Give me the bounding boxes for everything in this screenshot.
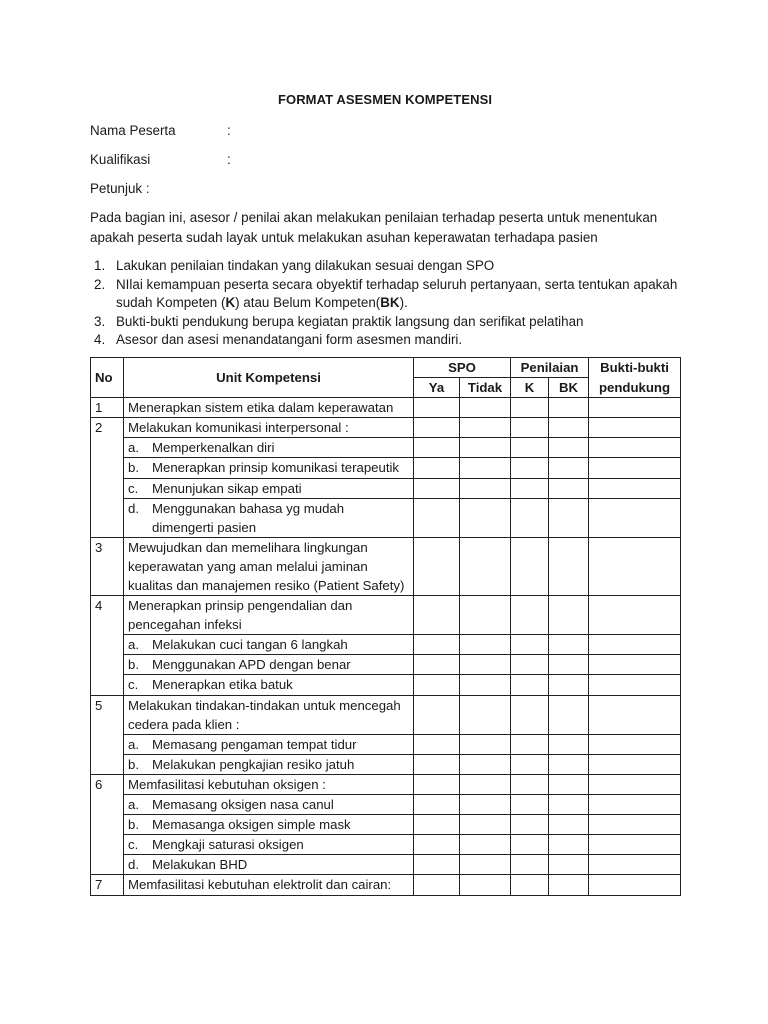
bukti-cell[interactable] [589,596,681,635]
unit-text: Mewujudkan dan memelihara lingkungan keperawatan yang aman melalui jaminan kualitas dan manajemen resiko (Patient Safety) [128,539,405,593]
instruction-number: 4. [94,332,106,348]
tidak-cell[interactable] [460,774,511,794]
field-nama-peserta [90,122,680,139]
unit-kompetensi-cell [124,438,414,458]
header-no: No [91,357,124,397]
k-cell[interactable] [511,498,549,537]
bk-cell[interactable] [549,418,589,438]
table-row [91,695,681,734]
k-cell[interactable] [511,438,549,458]
unit-kompetensi-cell [124,596,414,635]
bk-cell[interactable] [549,695,589,734]
sub-item-text: Memasang oksigen nasa canul [152,797,334,813]
bk-cell[interactable] [549,635,589,655]
sub-item [128,458,409,477]
instruction-item [90,257,680,276]
assessment-table [90,357,681,896]
sub-item-text: Memasang pengaman tempat tidur [152,736,357,752]
tidak-cell[interactable] [460,438,511,458]
k-cell[interactable] [511,795,549,815]
table-row [91,498,681,537]
bukti-cell[interactable] [589,655,681,675]
k-cell[interactable] [511,695,549,734]
k-cell[interactable] [511,815,549,835]
k-cell[interactable] [511,774,549,794]
bk-cell[interactable] [549,855,589,875]
sub-item-letter: a. [128,797,139,813]
ya-cell[interactable] [414,774,460,794]
sub-item-letter: b. [128,460,139,476]
bk-cell[interactable] [549,815,589,835]
instruction-item [90,276,680,313]
ya-cell[interactable] [414,438,460,458]
unit-kompetensi-cell [124,855,414,875]
field-label: Kualifikasi [90,152,151,167]
sub-item [128,635,409,654]
unit-kompetensi-cell [124,875,414,895]
ya-cell[interactable] [414,537,460,595]
header-bukti-pendukung: Bukti-bukti pendukung [589,357,681,397]
tidak-cell[interactable] [460,537,511,595]
k-cell[interactable] [511,754,549,774]
bukti-cell[interactable] [589,537,681,595]
tidak-cell[interactable] [460,398,511,418]
table-row [91,875,681,895]
ya-cell[interactable] [414,815,460,835]
instruction-text-post: ). [399,295,408,311]
document-page [90,92,680,896]
unit-text: Melakukan tindakan-tindakan untuk mencegah cedera pada klien : [128,697,401,732]
instruction-number: 1. [94,258,106,273]
bukti-cell[interactable] [589,795,681,815]
table-row [91,855,681,875]
unit-kompetensi-cell [124,734,414,754]
ya-cell[interactable] [414,795,460,815]
tidak-cell[interactable] [460,458,511,478]
ya-cell[interactable] [414,875,460,895]
bukti-cell[interactable] [589,478,681,498]
sub-item [128,815,409,834]
row-number: 3 [91,537,124,595]
bukti-cell[interactable] [589,498,681,537]
sub-item [128,855,409,874]
unit-kompetensi-cell [124,478,414,498]
ya-cell[interactable] [414,655,460,675]
instruction-text: Bukti-bukti pendukung berupa kegiatan praktik langsung dan serifikat pelatihan [116,313,584,329]
sub-item-letter: c. [128,677,139,693]
tidak-cell[interactable] [460,635,511,655]
unit-kompetensi-cell [124,815,414,835]
sub-item-text: Memperkenalkan diri [152,440,275,456]
table-row [91,596,681,635]
bk-cell[interactable] [549,398,589,418]
table-body [91,398,681,895]
sub-item-letter: b. [128,657,139,673]
bukti-cell[interactable] [589,458,681,478]
unit-kompetensi-cell [124,774,414,794]
table-row [91,537,681,595]
row-number: 5 [91,695,124,774]
sub-item-text: Menggunakan bahasa yg mudah dimengerti pasien [152,500,345,535]
sub-item [128,479,409,498]
ya-cell[interactable] [414,596,460,635]
table-row [91,734,681,754]
sub-item [128,735,409,754]
table-row [91,418,681,438]
unit-kompetensi-cell [124,398,414,418]
bukti-cell[interactable] [589,855,681,875]
ya-cell[interactable] [414,398,460,418]
tidak-cell[interactable] [460,596,511,635]
bk-cell[interactable] [549,734,589,754]
bk-cell[interactable] [549,835,589,855]
sub-item-letter: a. [128,736,139,752]
unit-text: Menerapkan sistem etika dalam keperawatan [128,400,394,416]
k-cell[interactable] [511,855,549,875]
ya-cell[interactable] [414,635,460,655]
bk-cell[interactable] [549,478,589,498]
bk-cell[interactable] [549,596,589,635]
k-cell[interactable] [511,537,549,595]
bk-cell[interactable] [549,774,589,794]
tidak-cell[interactable] [460,498,511,537]
field-label: Nama Peserta [90,123,176,138]
bk-cell[interactable] [549,458,589,478]
header-unit-kompetensi: Unit Kompetensi [124,357,414,397]
unit-text: Memfasilitasi kebutuhan oksigen : [128,776,326,792]
sub-item-text: Menggunakan APD dengan benar [152,657,351,673]
ya-cell[interactable] [414,458,460,478]
sub-item-letter: a. [128,637,139,653]
instruction-text: Asesor dan asesi menandatangani form asesmen mandiri. [116,332,463,348]
k-cell[interactable] [511,835,549,855]
unit-text: Memfasilitasi kebutuhan elektrolit dan cairan: [128,877,392,893]
table-row [91,815,681,835]
instruction-item [90,313,680,332]
unit-kompetensi-cell [124,418,414,438]
kompeten-code: K [225,295,236,311]
bk-cell[interactable] [549,754,589,774]
bukti-cell[interactable] [589,438,681,458]
instruction-number: 3. [94,313,106,329]
k-cell[interactable] [511,478,549,498]
bukti-cell[interactable] [589,734,681,754]
bk-cell[interactable] [549,795,589,815]
table-row [91,398,681,418]
row-number: 7 [91,875,124,895]
sub-item-letter: c. [128,480,139,496]
unit-kompetensi-cell [124,795,414,815]
k-cell[interactable] [511,734,549,754]
belum-kompeten-code: BK [380,295,400,311]
bukti-cell[interactable] [589,418,681,438]
sub-item-letter: b. [128,817,139,833]
field-colon: : [227,152,231,167]
table-row [91,458,681,478]
ya-cell[interactable] [414,754,460,774]
k-cell[interactable] [511,418,549,438]
header-spo: SPO [414,357,511,377]
unit-kompetensi-cell [124,695,414,734]
row-number: 2 [91,418,124,538]
ya-cell[interactable] [414,855,460,875]
unit-kompetensi-cell [124,537,414,595]
k-cell[interactable] [511,655,549,675]
sub-item [128,438,409,457]
sub-item-letter: d. [128,857,139,873]
sub-item-text: Melakukan BHD [152,857,248,873]
sub-item [128,655,409,674]
sub-item [128,835,409,854]
unit-text: Menerapkan prinsip pengendalian dan pencegahan infeksi [128,598,353,633]
table-row [91,774,681,794]
sub-item-text: Memasanga oksigen simple mask [152,817,351,833]
bk-cell[interactable] [549,675,589,695]
sub-item-letter: d. [128,500,139,516]
field-kualifikasi [90,151,680,168]
tidak-cell[interactable] [460,478,511,498]
header-tidak: Tidak [460,378,511,398]
instruction-number: 2. [94,276,106,292]
tidak-cell[interactable] [460,675,511,695]
unit-kompetensi-cell [124,675,414,695]
row-number: 4 [91,596,124,695]
bk-cell[interactable] [549,655,589,675]
bukti-cell[interactable] [589,875,681,895]
bukti-cell[interactable] [589,835,681,855]
sub-item-text: Menunjukan sikap empati [152,480,302,496]
bukti-cell[interactable] [589,635,681,655]
bukti-cell[interactable] [589,774,681,794]
k-cell[interactable] [511,458,549,478]
unit-kompetensi-cell [124,835,414,855]
unit-kompetensi-cell [124,458,414,478]
table-row [91,675,681,695]
instruction-text-pre: NIlai kemampuan peserta secara obyektif terhadap seluruh pertanyaan, serta tentukan apakah sudah Kompeten ( [116,276,678,311]
sub-item [128,675,409,694]
bk-cell[interactable] [549,498,589,537]
tidak-cell[interactable] [460,695,511,734]
table-row [91,635,681,655]
bukti-cell[interactable] [589,398,681,418]
row-number: 1 [91,398,124,418]
sub-item [128,499,409,537]
header-penilaian: Penilaian [511,357,589,377]
tidak-cell[interactable] [460,754,511,774]
sub-item-letter: a. [128,440,139,456]
field-colon: : [227,123,231,138]
instruction-text-mid: ) atau Belum Kompeten( [235,295,381,311]
table-row [91,835,681,855]
unit-kompetensi-cell [124,498,414,537]
ya-cell[interactable] [414,695,460,734]
sub-item [128,755,409,774]
tidak-cell[interactable] [460,655,511,675]
unit-text: Melakukan komunikasi interpersonal : [128,420,349,436]
ya-cell[interactable] [414,675,460,695]
sub-item-letter: c. [128,837,139,853]
tidak-cell[interactable] [460,855,511,875]
tidak-cell[interactable] [460,734,511,754]
sub-item-text: Menerapkan etika batuk [152,677,293,693]
header-k: K [511,378,549,398]
table-header-row [91,357,681,377]
bukti-cell[interactable] [589,675,681,695]
ya-cell[interactable] [414,478,460,498]
bukti-cell[interactable] [589,695,681,734]
sub-item [128,795,409,814]
bukti-cell[interactable] [589,754,681,774]
intro-paragraph: Pada bagian ini, asesor / penilai akan melakukan penilaian terhadap peserta untuk menentukan apakah peserta sudah layak untuk melakukan asuhan keperawatan terhadapa pasien [90,210,658,245]
k-cell[interactable] [511,596,549,635]
sub-item-letter: b. [128,756,139,772]
table-row [91,754,681,774]
table-row [91,478,681,498]
header-bk: BK [549,378,589,398]
tidak-cell[interactable] [460,875,511,895]
tidak-cell[interactable] [460,795,511,815]
bk-cell[interactable] [549,537,589,595]
bk-cell[interactable] [549,875,589,895]
sub-item-text: Melakukan cuci tangan 6 langkah [152,637,348,653]
petunjuk-label: Petunjuk : [90,181,150,196]
ya-cell[interactable] [414,734,460,754]
sub-item-text: Mengkaji saturasi oksigen [152,837,304,853]
table-row [91,655,681,675]
bk-cell[interactable] [549,438,589,458]
unit-kompetensi-cell [124,655,414,675]
instruction-list [90,257,680,350]
k-cell[interactable] [511,398,549,418]
k-cell[interactable] [511,675,549,695]
document-title: FORMAT ASESMEN KOMPETENSI [277,92,493,107]
bukti-cell[interactable] [589,815,681,835]
tidak-cell[interactable] [460,418,511,438]
table-row [91,795,681,815]
row-number: 6 [91,774,124,874]
instruction-text: Lakukan penilaian tindakan yang dilakukan sesuai dengan SPO [116,258,495,273]
unit-kompetensi-cell [124,754,414,774]
ya-cell[interactable] [414,498,460,537]
instruction-item [90,331,680,350]
ya-cell[interactable] [414,418,460,438]
sub-item-text: Melakukan pengkajian resiko jatuh [152,756,355,772]
tidak-cell[interactable] [460,835,511,855]
tidak-cell[interactable] [460,815,511,835]
table-row [91,438,681,458]
sub-item-text: Menerapkan prinsip komunikasi terapeutik [152,460,400,476]
ya-cell[interactable] [414,835,460,855]
k-cell[interactable] [511,875,549,895]
k-cell[interactable] [511,635,549,655]
header-ya: Ya [414,378,460,398]
unit-kompetensi-cell [124,635,414,655]
